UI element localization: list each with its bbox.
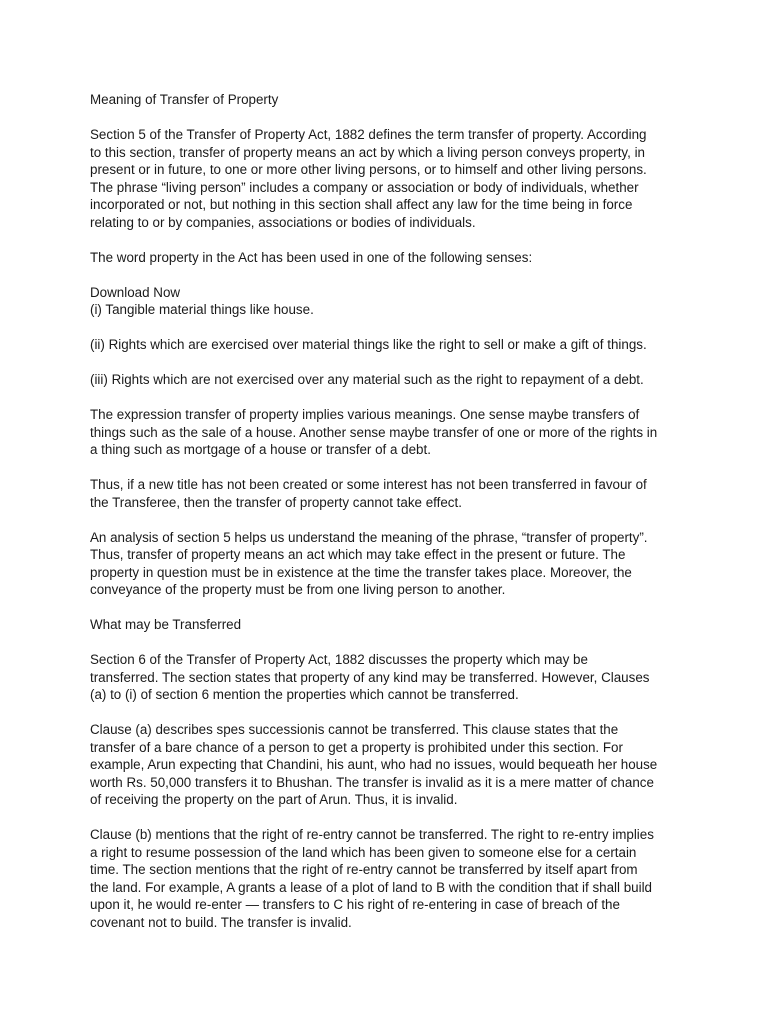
text-line: The word property in the Act has been used in one of the following senses: (90, 249, 533, 265)
text-line: Section 5 of the Transfer of Property Act, 1882 defines the term transfer of property. According (90, 127, 647, 142)
paragraph-expression-meanings (90, 406, 680, 459)
text-line: incorporated or not, but nothing in this section shall affect any law for the time being in force (90, 197, 633, 212)
text-line: covenant not to build. The transfer is invalid. (90, 914, 352, 930)
text-line: of receiving the property on the part of Arun. Thus, it is invalid. (90, 792, 458, 807)
text-line: transferred. The section states that property of any kind may be transferred. However, Clauses (90, 669, 650, 685)
text-line: relating to or by companies, associations or bodies of individuals. (90, 214, 476, 230)
paragraph-property-senses (90, 249, 680, 267)
text-line: property in question must be in existence at the time the transfer takes place. Moreover, the (90, 564, 632, 580)
paragraph-download-sense-i (90, 284, 680, 319)
paragraph-new-title (90, 476, 680, 511)
paragraph-sense-iii (90, 371, 680, 389)
text-line: worth Rs. 50,000 transfers it to Bhushan. The transfer is invalid as it is a mere matter of chance (90, 774, 654, 790)
paragraph-section-5 (90, 126, 680, 231)
paragraph-clause-a (90, 721, 680, 809)
text-line: What may be Transferred (90, 617, 242, 632)
text-line: things such as the sale of a house. Another sense maybe transfer of one or more of the rights in (90, 424, 658, 440)
paragraph-analysis-section-5 (90, 529, 680, 599)
text-line: Meaning of Transfer of Property (90, 92, 279, 107)
text-line: time. The section mentions that the right of re-entry cannot be transferred by itself apart from (90, 862, 638, 877)
text-line: The phrase “living person” includes a company or association or body of individuals, whether (90, 179, 639, 195)
text-line: the Transferee, then the transfer of property cannot take effect. (90, 494, 462, 510)
text-line: conveyance of the property must be from one living person to another. (90, 582, 506, 597)
text-line: Clause (a) describes spes successionis cannot be transferred. This clause states that the (90, 722, 619, 737)
text-line: (a) to (i) of section 6 mention the properties which cannot be transferred. (90, 687, 519, 702)
document-page (90, 91, 680, 949)
text-line: Thus, if a new title has not been created or some interest has not been transferred in favour of (90, 477, 647, 492)
section-heading-what-may-be-transferred (90, 616, 680, 634)
text-line: An analysis of section 5 helps us understand the meaning of the phrase, “transfer of property”. (90, 529, 648, 545)
text-line: Clause (b) mentions that the right of re-entry cannot be transferred. The right to re-entry implies (90, 827, 654, 842)
text-line: (i) Tangible material things like house. (90, 302, 314, 317)
text-line: transfer of a bare chance of a person to get a property is prohibited under this section. For (90, 739, 623, 755)
text-line: The expression transfer of property implies various meanings. One sense maybe transfers of (90, 407, 640, 422)
text-line: example, Arun expecting that Chandini, his aunt, who had no issues, would bequeath her house (90, 757, 658, 772)
text-line: to this section, transfer of property means an act by which a living person conveys property, in (90, 144, 645, 160)
text-line: Thus, transfer of property means an act which may take effect in the present or future. The (90, 547, 626, 562)
text-line: Section 6 of the Transfer of Property Act, 1882 discusses the property which may be (90, 652, 588, 667)
text-line: (iii) Rights which are not exercised over any material such as the right to repayment of a debt. (90, 372, 644, 387)
text-line: (ii) Rights which are exercised over material things like the right to sell or make a gift of things. (90, 337, 647, 352)
paragraph-clause-b (90, 826, 680, 931)
paragraph-sense-ii (90, 336, 680, 354)
text-line: present or in future, to one or more other living persons, or to himself and other living persons. (90, 162, 647, 177)
paragraph-section-6 (90, 651, 680, 704)
text-line: the land. For example, A grants a lease of a plot of land to B with the condition that if shall build (90, 879, 653, 895)
section-heading-meaning (90, 91, 680, 109)
text-line: upon it, he would re-enter — transfers to C his right of re-entering in case of breach of the (90, 897, 620, 912)
text-line: a right to resume possession of the land which has been given to someone else for a certain (90, 844, 637, 860)
download-now-link[interactable]: Download Now (90, 284, 181, 300)
text-line: a thing such as mortgage of a house or transfer of a debt. (90, 442, 431, 457)
